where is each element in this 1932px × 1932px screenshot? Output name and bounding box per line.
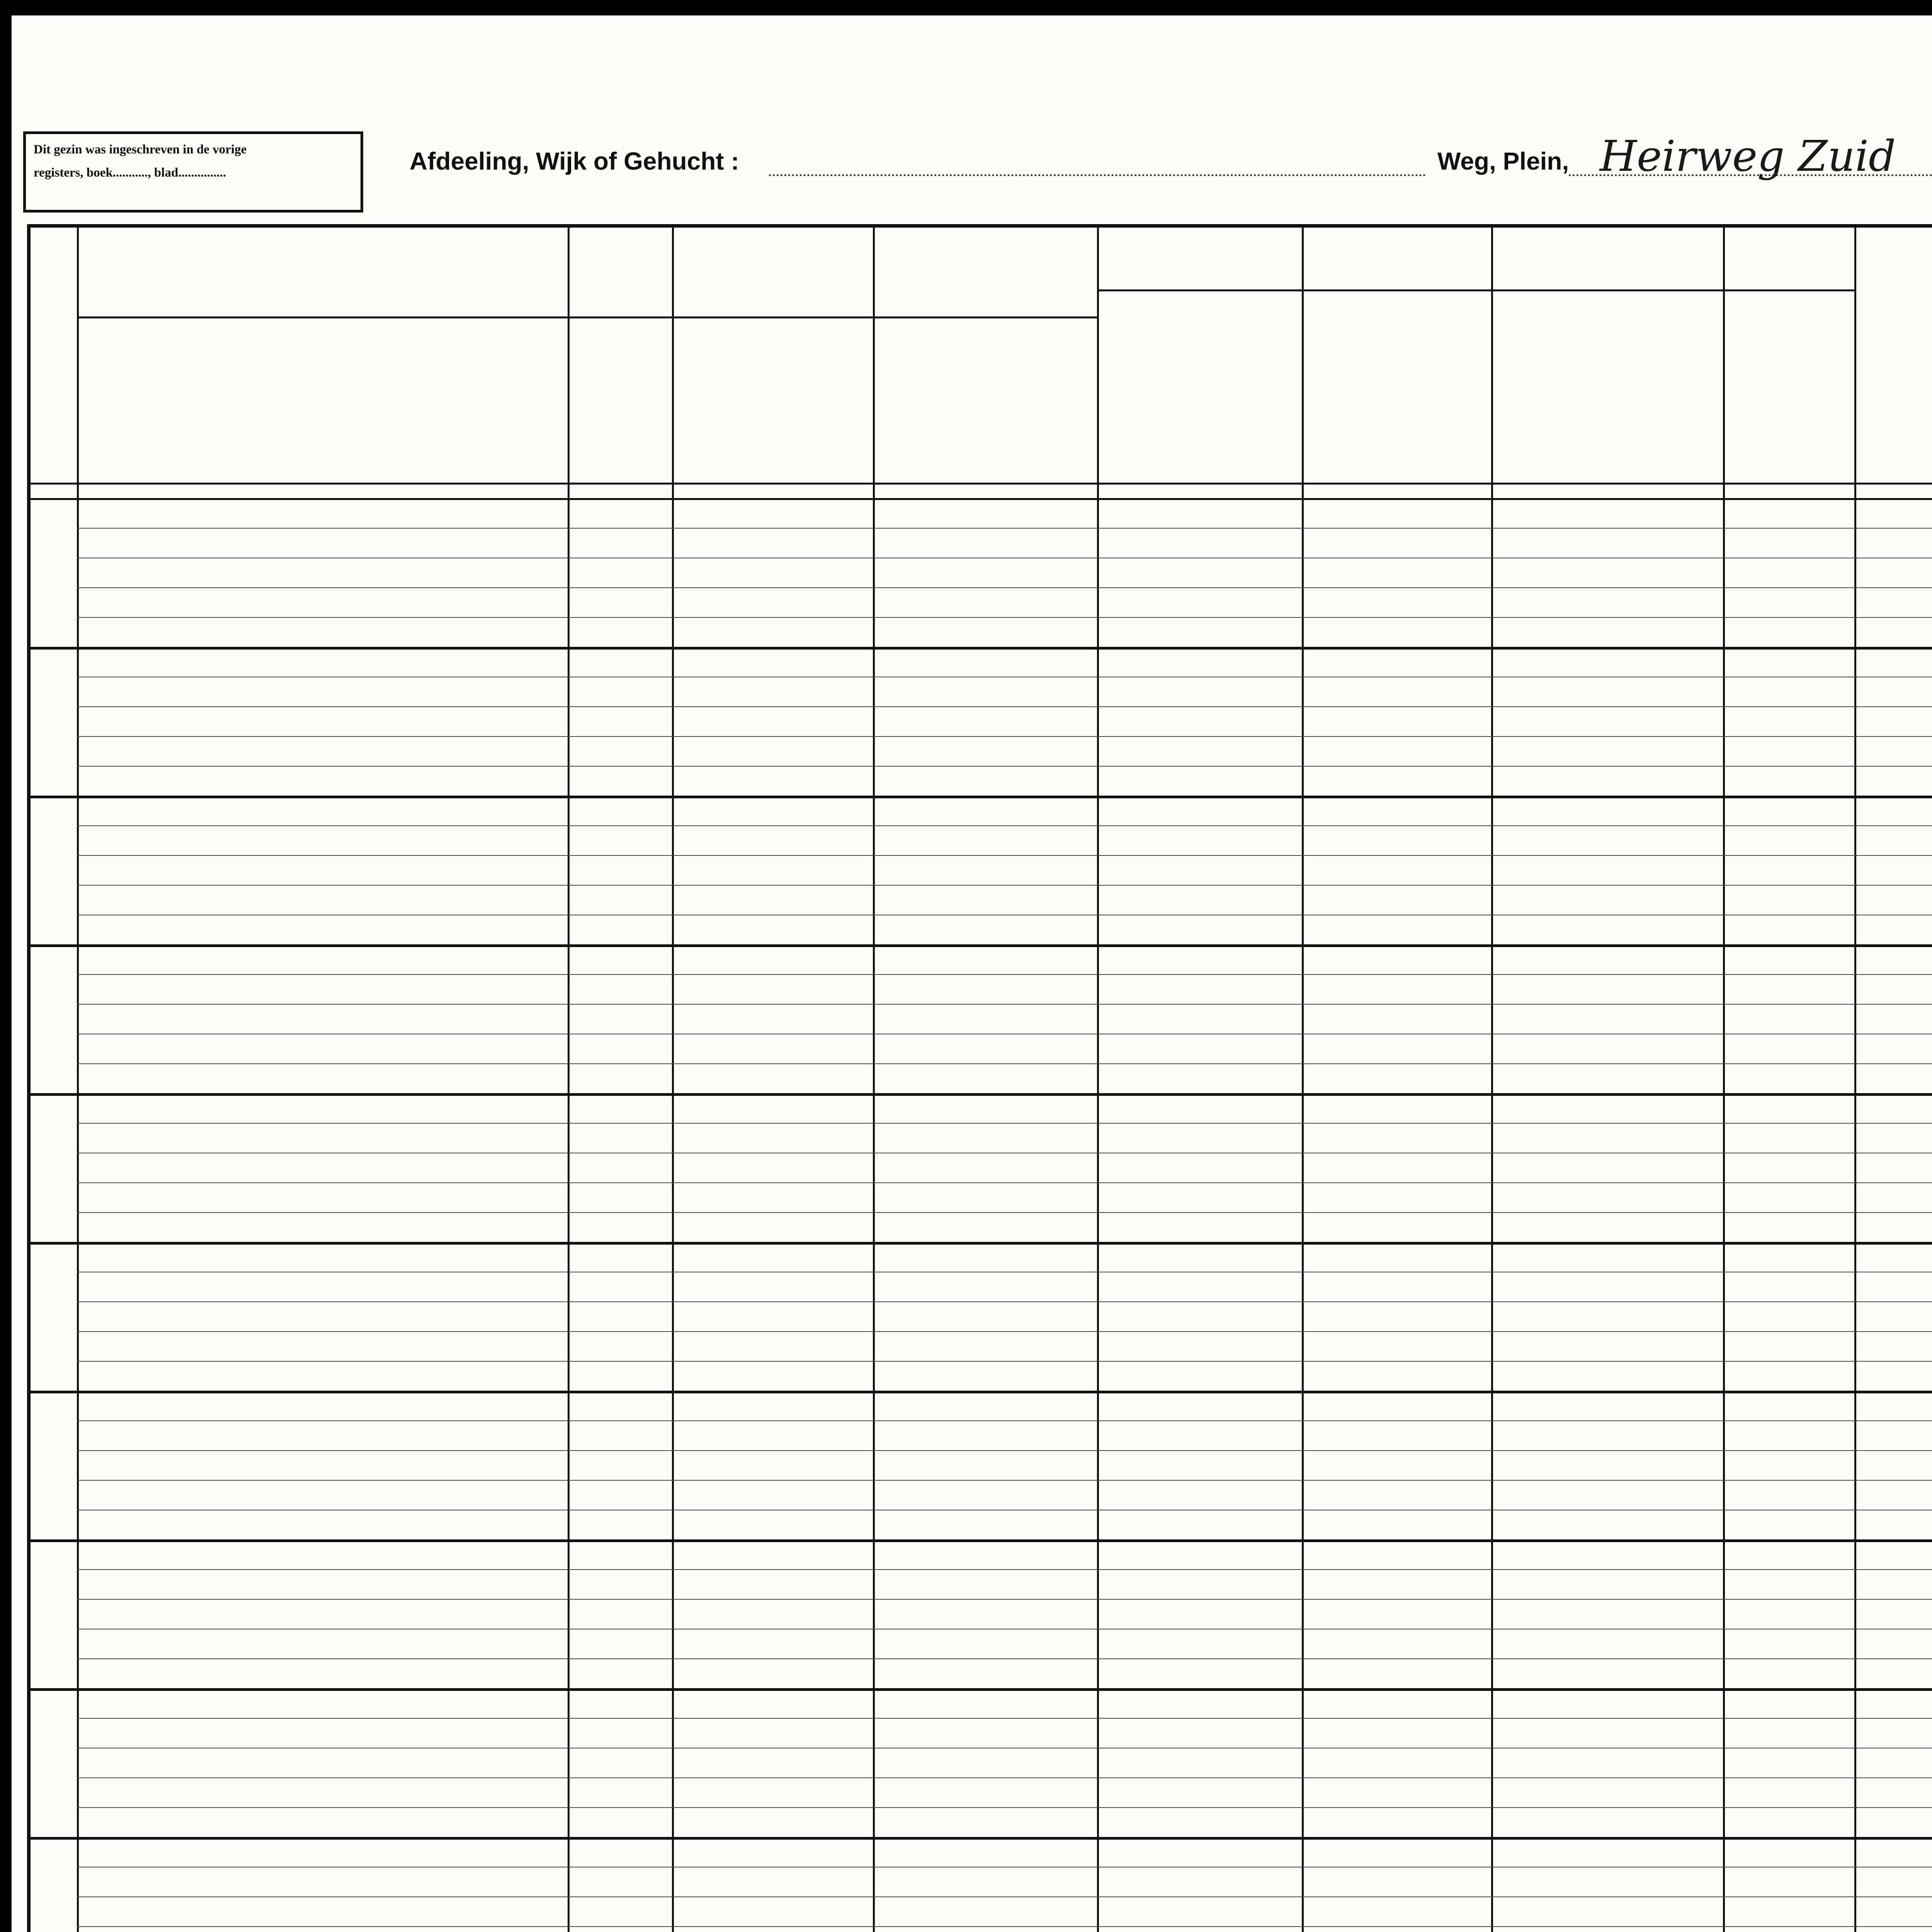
sub-line — [77, 528, 1932, 529]
sub-line — [77, 1807, 1932, 1808]
sub-line — [77, 1331, 1932, 1332]
weg-label: Weg, Plein, — [1437, 147, 1569, 175]
register-sheet — [12, 15, 1932, 1932]
sub-line — [77, 1599, 1932, 1600]
persons-table — [27, 224, 1932, 1932]
sub-line — [77, 855, 1932, 856]
header-bottom — [31, 498, 1932, 500]
personen-divider — [77, 316, 1097, 318]
sub-line — [77, 1004, 1932, 1005]
afdeeling-field — [769, 174, 1426, 176]
sub-line — [77, 1718, 1932, 1719]
row-divider — [31, 1837, 1932, 1840]
sub-line — [77, 1361, 1932, 1362]
sub-line — [77, 1301, 1932, 1302]
afdeeling-label: Afdeeling, Wijk of Gehucht : — [410, 147, 739, 175]
previous-register-line2: registers, boek..........., blad............... — [34, 166, 226, 180]
sub-line — [77, 825, 1932, 826]
address-header — [410, 131, 1932, 189]
row-divider — [31, 1093, 1932, 1096]
row-divider — [31, 1242, 1932, 1245]
sub-line — [77, 1123, 1932, 1124]
sub-line — [77, 1450, 1932, 1451]
row-divider — [31, 647, 1932, 650]
sub-line — [77, 766, 1932, 767]
sub-line — [77, 1480, 1932, 1481]
row-divider — [31, 1539, 1932, 1542]
row-divider — [31, 1688, 1932, 1691]
sub-line — [77, 1777, 1932, 1778]
sub-line — [77, 706, 1932, 707]
colnum-divider — [31, 483, 1932, 485]
sub-line — [77, 1182, 1932, 1183]
sub-line — [77, 1658, 1932, 1659]
row-divider — [31, 944, 1932, 947]
sub-line — [77, 587, 1932, 588]
sub-line — [77, 1896, 1932, 1897]
sub-line — [77, 1926, 1932, 1927]
sub-line — [77, 1063, 1932, 1064]
row-divider — [31, 1391, 1932, 1393]
previous-register-box — [23, 131, 363, 213]
sub-line — [77, 617, 1932, 618]
sub-line — [77, 1569, 1932, 1570]
sub-line — [77, 974, 1932, 975]
sub-line — [77, 1420, 1932, 1421]
row-divider — [31, 796, 1932, 798]
sub-line — [77, 885, 1932, 886]
sub-line — [77, 736, 1932, 737]
previous-register-line1: Dit gezin was ingeschreven in de vorige — [34, 143, 247, 156]
subheader-divider — [1097, 289, 1854, 291]
street-value: Heirweg Zuid — [1600, 131, 1896, 181]
sub-line — [77, 1212, 1932, 1213]
